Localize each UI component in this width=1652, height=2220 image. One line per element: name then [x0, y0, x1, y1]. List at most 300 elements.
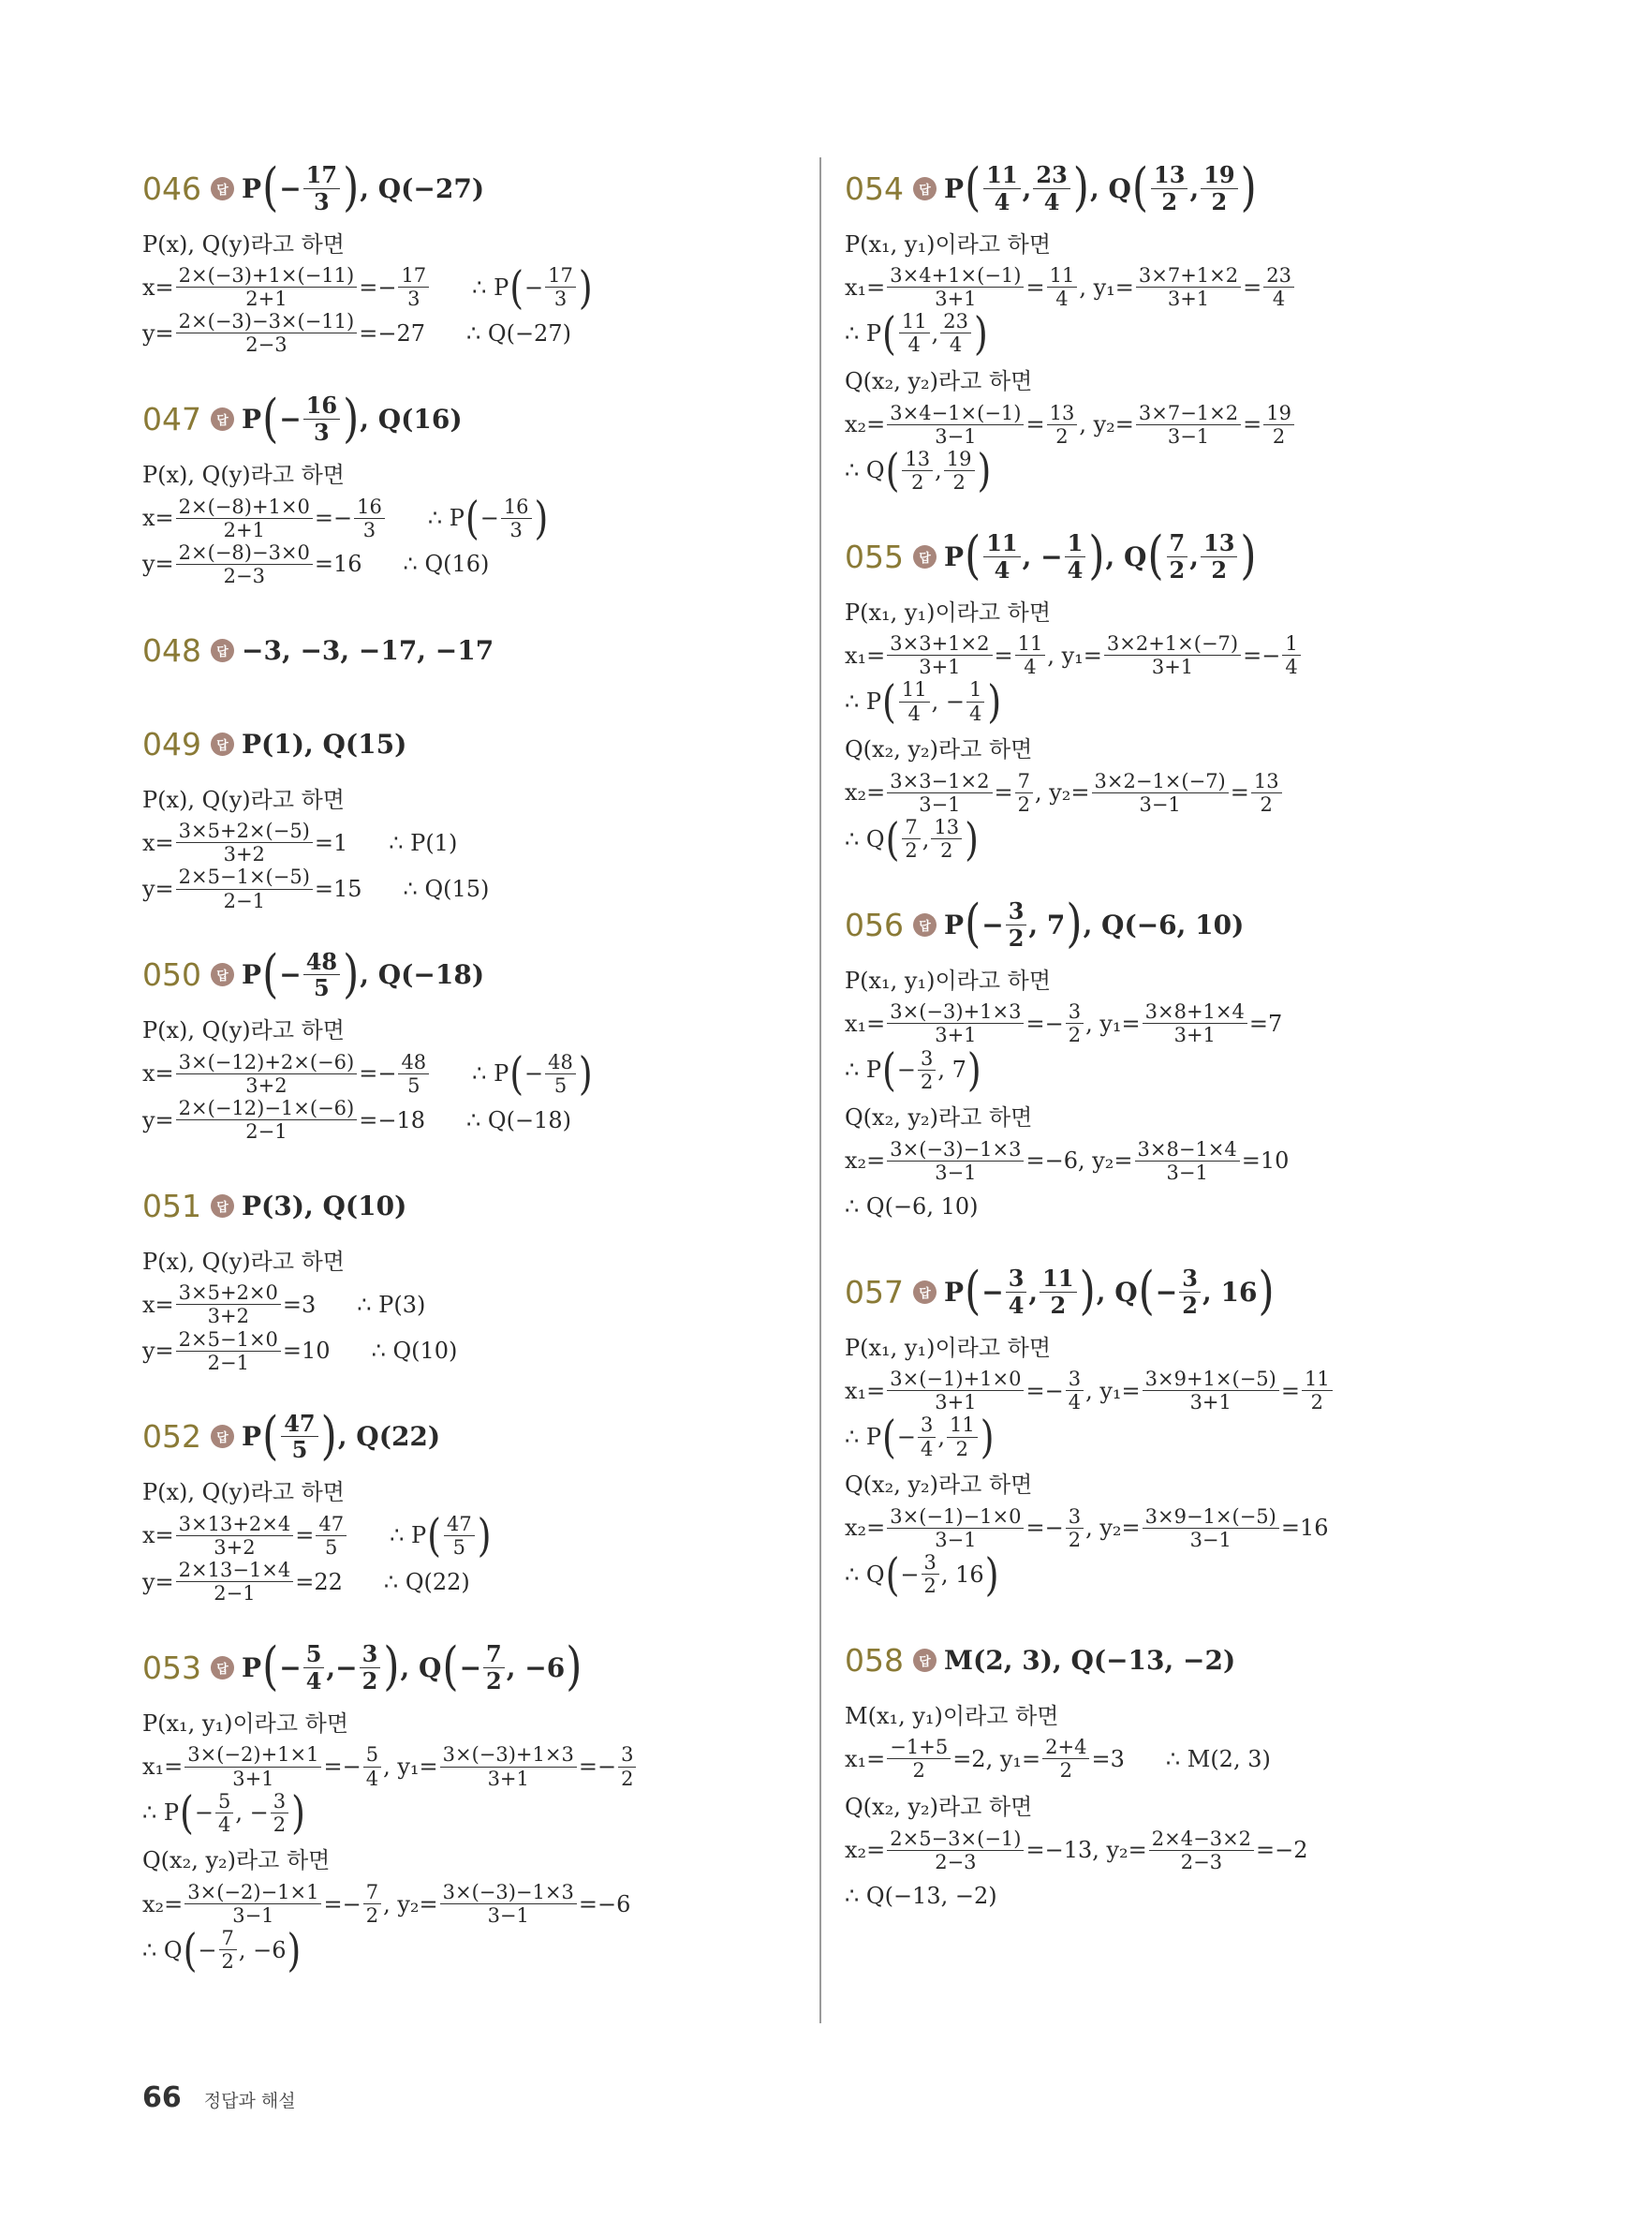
fraction — [1136, 402, 1241, 448]
fraction — [918, 1413, 936, 1459]
fraction — [1302, 1368, 1333, 1413]
fraction — [176, 496, 313, 541]
math-text: P(x₁, y₁)이라고 하면 — [845, 1334, 1052, 1361]
solution-line — [142, 492, 789, 544]
denominator: 4 — [949, 333, 963, 357]
numerator: 2×(−3)−3×(−11) — [176, 310, 358, 333]
problem-047 — [142, 389, 789, 588]
fraction — [887, 1368, 1024, 1413]
fraction — [303, 162, 340, 215]
math-text: , Q(−6, 10) — [1083, 909, 1245, 940]
math-text: , y₂= — [1085, 1515, 1141, 1542]
problem-number: 058 — [845, 1641, 904, 1679]
numerator: 23 — [1263, 264, 1294, 288]
math-text: , − — [1022, 540, 1063, 572]
numerator: 3×8−1×4 — [1135, 1138, 1240, 1162]
answer-badge-icon: 답 — [211, 1194, 234, 1218]
denominator: 2 — [923, 1575, 937, 1598]
math-text: = — [1230, 779, 1249, 807]
left-paren: ( — [965, 525, 981, 586]
numerator: 13 — [1047, 402, 1078, 425]
problem-055 — [845, 525, 1519, 866]
solution-line — [142, 775, 789, 820]
left-paren: ( — [965, 1261, 981, 1322]
numerator: 1 — [1065, 530, 1086, 557]
right-paren: ) — [477, 1509, 492, 1561]
numerator: 3×3−1×2 — [887, 770, 992, 793]
fraction — [440, 1881, 577, 1927]
denominator: 2 — [1169, 555, 1186, 584]
numerator: 5 — [215, 1790, 233, 1813]
fraction — [281, 1411, 317, 1463]
math-text: x= — [142, 274, 174, 301]
denominator: 2+1 — [223, 518, 265, 541]
math-text: Q(x₂, y₂)라고 하면 — [845, 736, 1033, 763]
answer-badge-icon: 답 — [913, 1649, 937, 1672]
fraction — [1042, 1736, 1089, 1782]
math-text: P — [242, 1421, 262, 1453]
denominator: 2−1 — [245, 1120, 288, 1144]
solution-line — [845, 1505, 1519, 1551]
math-text: ∴ Q — [142, 1936, 183, 1963]
denominator: 4 — [968, 702, 982, 725]
math-text: ∴ Q(−13, −2) — [845, 1882, 997, 1909]
numerator: 2+4 — [1042, 1736, 1089, 1759]
math-text: − — [981, 909, 1004, 940]
fraction — [1065, 530, 1086, 583]
math-text: ∴ Q(22) — [383, 1568, 470, 1595]
denominator: 4 — [1055, 288, 1069, 311]
numerator: 11 — [899, 310, 930, 333]
numerator: 3×(−3)−1×3 — [887, 1138, 1024, 1162]
math-text: =15 — [314, 876, 362, 903]
denominator: 3−1 — [935, 1528, 977, 1551]
fraction — [176, 541, 313, 587]
solution-line — [845, 1138, 1519, 1184]
solution-line — [845, 307, 1519, 360]
denominator: 4 — [994, 187, 1010, 215]
math-text: − — [459, 1651, 482, 1683]
problem-number: 053 — [142, 1649, 201, 1686]
right-paren: ) — [1240, 157, 1257, 218]
right-paren: ) — [287, 1924, 302, 1976]
right-paren: ) — [1079, 1261, 1096, 1322]
numerator: 3 — [1179, 1265, 1201, 1293]
numerator: 7 — [363, 1881, 381, 1904]
answer-heading — [845, 894, 1519, 955]
left-paren: ( — [183, 1924, 198, 1976]
math-text: ∴ P(1) — [389, 829, 458, 856]
right-paren: ) — [383, 1636, 400, 1697]
numerator: 3×(−3)+1×3 — [887, 1000, 1024, 1024]
fraction — [545, 1051, 576, 1097]
denominator: 3 — [362, 518, 376, 541]
numerator: 48 — [303, 949, 340, 976]
fraction — [354, 496, 385, 541]
solution-line — [845, 1736, 1519, 1782]
left-paren: ( — [885, 444, 900, 496]
numerator: 3×(−3)+1×3 — [440, 1743, 577, 1767]
math-text: , − — [235, 1799, 269, 1827]
right-paren: ) — [977, 444, 992, 496]
solution-line — [845, 725, 1519, 770]
math-text: =−27 — [359, 319, 425, 347]
math-text: y= — [142, 876, 174, 903]
solution-line — [142, 1328, 789, 1374]
denominator: 2 — [1050, 1291, 1067, 1319]
fraction — [215, 1790, 233, 1836]
math-text: P(x), Q(y)라고 하면 — [142, 1248, 345, 1275]
math-text: ∴ Q(−27) — [466, 319, 571, 347]
fraction — [899, 678, 930, 724]
solution-line — [845, 1873, 1519, 1918]
solution-line — [845, 1368, 1519, 1413]
solution-line — [845, 357, 1519, 402]
math-text: P(3), Q(10) — [242, 1190, 407, 1221]
right-paren: ) — [320, 1406, 337, 1467]
math-text: P — [944, 909, 965, 940]
numerator: 2×5−3×(−1) — [887, 1828, 1024, 1851]
denominator: 2 — [1161, 187, 1178, 215]
numerator: 11 — [1015, 632, 1046, 656]
math-text: , 16 — [1202, 1276, 1258, 1308]
column-divider — [819, 157, 821, 2023]
math-text: , y₂= — [1034, 779, 1090, 807]
math-text: x= — [142, 1522, 174, 1549]
math-text: M(2, 3), Q(−13, −2) — [944, 1644, 1236, 1676]
math-text: ∴ Q — [845, 825, 885, 852]
solution-line — [142, 1468, 789, 1513]
answer-badge-icon: 답 — [211, 1656, 234, 1680]
right-paren: ) — [980, 1411, 995, 1463]
math-text: ∴ P(3) — [357, 1291, 426, 1318]
denominator: 4 — [305, 1666, 322, 1695]
math-text: =−2 — [1256, 1837, 1308, 1864]
math-text: =−13, y₂= — [1025, 1837, 1147, 1864]
numerator: 11 — [947, 1413, 978, 1437]
math-text: − — [981, 1276, 1004, 1308]
math-text: x₁= — [845, 1377, 886, 1404]
math-text: = — [1025, 274, 1045, 301]
solution-line — [142, 1097, 789, 1143]
problem-056 — [845, 894, 1519, 1229]
solution-line — [845, 1411, 1519, 1463]
math-text: , 7 — [1028, 909, 1066, 940]
denominator: 3+1 — [935, 1391, 977, 1414]
numerator: 3 — [1066, 1505, 1084, 1529]
denominator: 4 — [365, 1767, 379, 1790]
denominator: 2 — [1008, 924, 1025, 952]
math-text: Q(x₂, y₂)라고 하면 — [845, 1794, 1033, 1820]
math-text: x₂= — [845, 411, 886, 438]
solution-line — [142, 866, 789, 911]
denominator: 2−3 — [1180, 1850, 1223, 1873]
fraction — [887, 1828, 1024, 1873]
numerator: 13 — [1251, 770, 1282, 793]
math-text: P(x₁, y₁)이라고 하면 — [845, 230, 1052, 258]
answer-heading — [142, 1175, 789, 1236]
denominator: 3−1 — [1167, 424, 1210, 448]
denominator: 3−1 — [487, 1904, 529, 1928]
denominator: 2 — [1211, 187, 1228, 215]
right-column — [845, 157, 1519, 1950]
numerator: 3×7+1×2 — [1136, 264, 1241, 288]
numerator: 13 — [902, 448, 933, 471]
page-footer — [142, 2081, 296, 2114]
numerator: 5 — [363, 1743, 381, 1767]
denominator: 2 — [1059, 1759, 1072, 1783]
denominator: 3+2 — [207, 1305, 249, 1328]
numerator: 3×8+1×4 — [1143, 1000, 1247, 1024]
solution-line — [845, 1783, 1519, 1828]
math-text: P — [242, 172, 262, 204]
solution-line — [845, 1093, 1519, 1138]
solution-line — [142, 1509, 789, 1561]
denominator: 3−1 — [1139, 792, 1181, 816]
answer-heading — [845, 525, 1519, 587]
math-text: =16 — [1280, 1515, 1329, 1542]
footer-title: 정답과 해설 — [203, 2091, 296, 2111]
problem-number: 049 — [142, 725, 201, 762]
fraction — [887, 1000, 1024, 1046]
fraction — [1104, 632, 1241, 678]
left-paren: ( — [262, 1636, 279, 1697]
numerator: 3×(−2)−1×1 — [184, 1881, 321, 1904]
fraction — [363, 1743, 381, 1789]
math-text: , 16 — [940, 1561, 984, 1588]
fraction — [176, 310, 358, 356]
solution-line — [845, 813, 1519, 866]
math-text: =−18 — [359, 1106, 425, 1133]
math-text: , y₁= — [1079, 274, 1134, 301]
math-text: =− — [1243, 642, 1281, 669]
math-text: x= — [142, 505, 174, 532]
solution-line — [142, 310, 789, 356]
fraction — [444, 1513, 475, 1559]
solution-line — [142, 1698, 789, 1743]
math-text: Q(x₂, y₂)라고 하면 — [845, 1472, 1033, 1499]
math-text: Q(x₂, y₂)라고 하면 — [845, 1104, 1033, 1132]
denominator: 3+1 — [935, 288, 977, 311]
numerator: 3×(−12)+2×(−6) — [176, 1051, 358, 1074]
problem-number: 047 — [142, 401, 201, 438]
fraction — [931, 816, 962, 862]
right-paren: ) — [343, 944, 360, 1004]
fraction — [618, 1743, 636, 1789]
solution-line — [845, 402, 1519, 448]
minus-sign: − — [279, 404, 302, 436]
math-text: − — [524, 1060, 544, 1088]
math-text: =− — [314, 505, 353, 532]
math-text: − — [1155, 1276, 1178, 1308]
numerator: −1+5 — [887, 1736, 951, 1759]
minus-sign: − — [279, 1651, 302, 1683]
numerator: 3 — [918, 1047, 936, 1071]
math-text: =− — [1025, 1010, 1064, 1037]
numerator: 3 — [1066, 1000, 1084, 1024]
problem-number: 054 — [845, 170, 904, 207]
math-text: ∴ P — [472, 274, 509, 301]
numerator: 3×5+2×0 — [176, 1281, 281, 1305]
numerator: 3 — [1066, 1368, 1084, 1391]
left-paren: ( — [180, 1786, 194, 1839]
answer-badge-icon: 답 — [211, 407, 234, 431]
numerator: 1 — [1282, 632, 1300, 656]
right-paren: ) — [1240, 525, 1257, 586]
math-text: = — [1243, 411, 1262, 438]
denominator: 5 — [314, 974, 330, 1002]
math-text: =3 — [1091, 1745, 1125, 1772]
answer-heading — [845, 1261, 1519, 1323]
math-text: , — [937, 1424, 945, 1451]
solution-line — [142, 1281, 789, 1327]
math-text: = — [994, 642, 1013, 669]
denominator: 5 — [407, 1073, 420, 1097]
denominator: 3−1 — [919, 792, 961, 816]
fraction — [918, 1047, 936, 1093]
math-text: , — [922, 825, 930, 852]
problem-046 — [142, 157, 789, 357]
math-text: y= — [142, 551, 174, 578]
denominator: 2 — [365, 1904, 379, 1928]
denominator: 4 — [1043, 187, 1060, 215]
denominator: 2 — [905, 839, 918, 863]
left-column — [142, 157, 789, 2005]
fraction — [363, 1881, 381, 1927]
left-paren: ( — [442, 1636, 459, 1697]
denominator: 2 — [221, 1950, 234, 1974]
math-text: ∴ P — [845, 1057, 882, 1084]
fraction — [887, 264, 1024, 310]
numerator: 17 — [398, 264, 429, 288]
math-text: ∴ Q(−6, 10) — [845, 1193, 979, 1221]
fraction — [887, 770, 992, 816]
numerator: 48 — [398, 1051, 429, 1074]
math-text: , Q — [1105, 540, 1147, 572]
denominator: 3+2 — [245, 1073, 288, 1097]
right-paren: ) — [343, 157, 360, 218]
math-text: , — [931, 319, 939, 347]
fraction — [1282, 632, 1300, 678]
math-text: =16 — [314, 551, 362, 578]
numerator: 11 — [1302, 1368, 1333, 1391]
numerator: 3×(−1)−1×0 — [887, 1505, 1024, 1529]
math-text: − — [524, 274, 544, 301]
solution-line — [142, 1006, 789, 1051]
denominator: 2−1 — [223, 889, 265, 912]
math-text: x₂= — [142, 1890, 184, 1917]
numerator: 3 — [1006, 898, 1027, 925]
numerator: 3 — [922, 1551, 939, 1575]
math-text: =22 — [295, 1568, 343, 1595]
numerator: 3×9−1×(−5) — [1143, 1505, 1279, 1529]
fraction — [1015, 770, 1033, 816]
denominator: 3+1 — [232, 1767, 274, 1790]
fraction — [303, 392, 340, 445]
fraction — [940, 310, 971, 356]
denominator: 4 — [994, 555, 1010, 584]
denominator: 3−1 — [935, 1161, 977, 1184]
fraction — [1066, 1368, 1084, 1413]
math-text: P(1), Q(15) — [242, 728, 407, 760]
solution-line — [845, 1460, 1519, 1505]
denominator: 2−3 — [935, 1850, 977, 1873]
solution-line — [142, 1881, 789, 1927]
math-text: =− — [1025, 1377, 1064, 1404]
fraction — [176, 1281, 281, 1327]
fraction — [887, 1736, 951, 1782]
denominator: 5 — [553, 1073, 568, 1097]
fraction — [1263, 264, 1294, 310]
fraction — [219, 1927, 237, 1973]
math-text: x= — [142, 1291, 174, 1318]
numerator: 19 — [1201, 162, 1237, 189]
problem-number: 046 — [142, 170, 201, 207]
math-text: ∴ Q — [845, 457, 885, 484]
answer-badge-icon: 답 — [913, 1280, 937, 1304]
fraction — [922, 1551, 939, 1597]
fraction — [1151, 162, 1187, 215]
denominator: 3−1 — [232, 1904, 274, 1928]
denominator: 3+2 — [223, 843, 265, 866]
fraction — [887, 1505, 1024, 1551]
solution-line — [142, 219, 789, 264]
math-text: − — [896, 1057, 916, 1084]
denominator: 5 — [325, 1535, 338, 1559]
math-text: P(x₁, y₁)이라고 하면 — [142, 1709, 349, 1737]
problem-number: 056 — [845, 906, 904, 943]
fraction — [1066, 1505, 1084, 1551]
answer-heading — [845, 157, 1519, 219]
fraction — [398, 264, 429, 310]
fraction — [483, 1641, 505, 1694]
denominator: 2 — [361, 1666, 378, 1695]
denominator: 5 — [291, 1436, 308, 1464]
problem-053 — [142, 1636, 789, 1976]
math-text: P(x), Q(y)라고 하면 — [142, 1479, 345, 1506]
fraction — [176, 1513, 294, 1559]
math-text: =3 — [282, 1291, 317, 1318]
fraction — [966, 678, 984, 724]
right-paren: ) — [987, 675, 1002, 728]
math-text: ∴ P — [845, 688, 882, 716]
math-text: ∴ Q(−18) — [466, 1106, 571, 1133]
math-text: P(x), Q(y)라고 하면 — [142, 230, 345, 258]
problem-number: 048 — [142, 631, 201, 669]
fraction — [303, 949, 340, 1001]
solution-line — [845, 955, 1519, 1000]
answer-heading — [142, 1636, 789, 1698]
minus-sign: − — [279, 172, 302, 204]
problem-number: 055 — [845, 538, 904, 575]
fraction — [1201, 530, 1237, 583]
solution-line — [845, 1000, 1519, 1046]
solution-line — [845, 675, 1519, 728]
numerator: 11 — [983, 530, 1020, 557]
math-text: x= — [142, 1060, 174, 1088]
denominator: 2 — [1068, 1024, 1082, 1047]
fraction — [440, 1743, 577, 1789]
numerator: 13 — [1151, 162, 1187, 189]
denominator: 2 — [912, 1759, 925, 1783]
numerator: 2×(−8)−3×0 — [176, 541, 313, 565]
math-text: y= — [142, 1568, 174, 1595]
numerator: 19 — [944, 448, 975, 471]
denominator: 4 — [217, 1813, 231, 1836]
solution-line — [845, 264, 1519, 310]
numerator: 11 — [983, 162, 1020, 189]
denominator: 4 — [907, 333, 921, 357]
